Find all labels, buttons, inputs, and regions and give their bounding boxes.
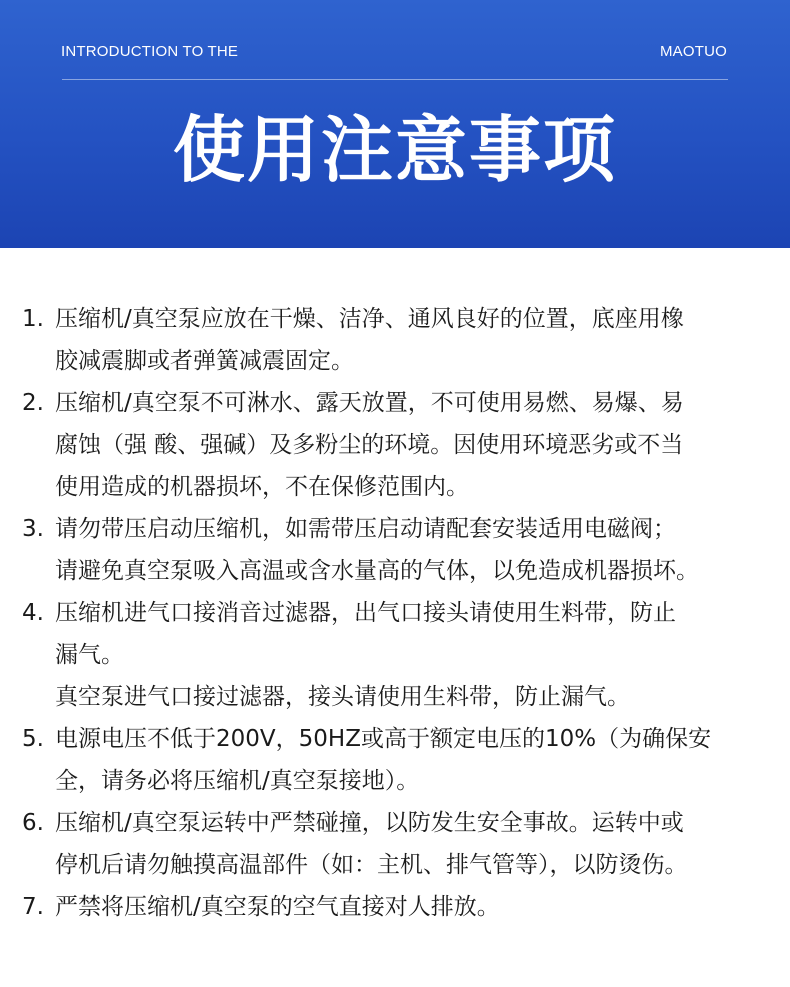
list-item [0, 802, 790, 886]
item-text-line: 压缩机/真空泵运转中严禁碰撞，以防发生安全事故。运转中或 [55, 810, 684, 836]
item-number: 7. [22, 894, 44, 920]
item-text-line: 使用造成的机器损坏，不在保修范围内。 [55, 474, 469, 500]
list-item [0, 298, 790, 382]
header-banner [0, 0, 790, 248]
item-text-line: 停机后请勿触摸高温部件（如：主机、排气管等），以防烫伤。 [55, 852, 688, 878]
intro-label: INTRODUCTION TO THE [61, 43, 239, 60]
item-text-line: 真空泵进气口接过滤器，接头请使用生料带，防止漏气。 [55, 684, 630, 710]
item-text-line: 腐蚀（强 酸、强碱）及多粉尘的环境。因使用环境恶劣或不当 [55, 432, 684, 458]
item-text-line: 压缩机进气口接消音过滤器，出气口接头请使用生料带，防止 [55, 600, 676, 626]
item-number: 2. [22, 390, 44, 416]
list-item [0, 382, 790, 508]
list-item [0, 886, 790, 928]
list-item [0, 592, 790, 718]
item-text-line: 请勿带压启动压缩机，如需带压启动请配套安装适用电磁阀； [55, 516, 676, 542]
item-number: 6. [22, 810, 44, 836]
item-text-line: 压缩机/真空泵不可淋水、露天放置，不可使用易燃、易爆、易 [55, 390, 684, 416]
item-text-line: 胶减震脚或者弹簧减震固定。 [55, 348, 354, 374]
item-text-line: 漏气。 [55, 642, 124, 668]
list-item [0, 718, 790, 802]
brand-label: MAOTUO [659, 43, 727, 60]
item-number: 4. [22, 600, 44, 626]
item-text-line: 请避免真空泵吸入高温或含水量高的气体，以免造成机器损坏。 [55, 558, 699, 584]
page-title: 使用注意事项 [172, 108, 617, 192]
precautions-list [0, 298, 790, 928]
item-number: 1. [22, 306, 44, 332]
list-item [0, 508, 790, 592]
item-text-line: 电源电压不低于200V，50HZ或高于额定电压的10%（为确保安 [55, 726, 712, 752]
item-text-line: 压缩机/真空泵应放在干燥、洁净、通风良好的位置，底座用橡 [55, 306, 684, 332]
header-divider [62, 79, 728, 80]
item-number: 3. [22, 516, 44, 542]
item-text-line: 严禁将压缩机/真空泵的空气直接对人排放。 [55, 894, 500, 920]
item-text-line: 全，请务必将压缩机/真空泵接地）。 [55, 768, 420, 794]
item-number: 5. [22, 726, 44, 752]
